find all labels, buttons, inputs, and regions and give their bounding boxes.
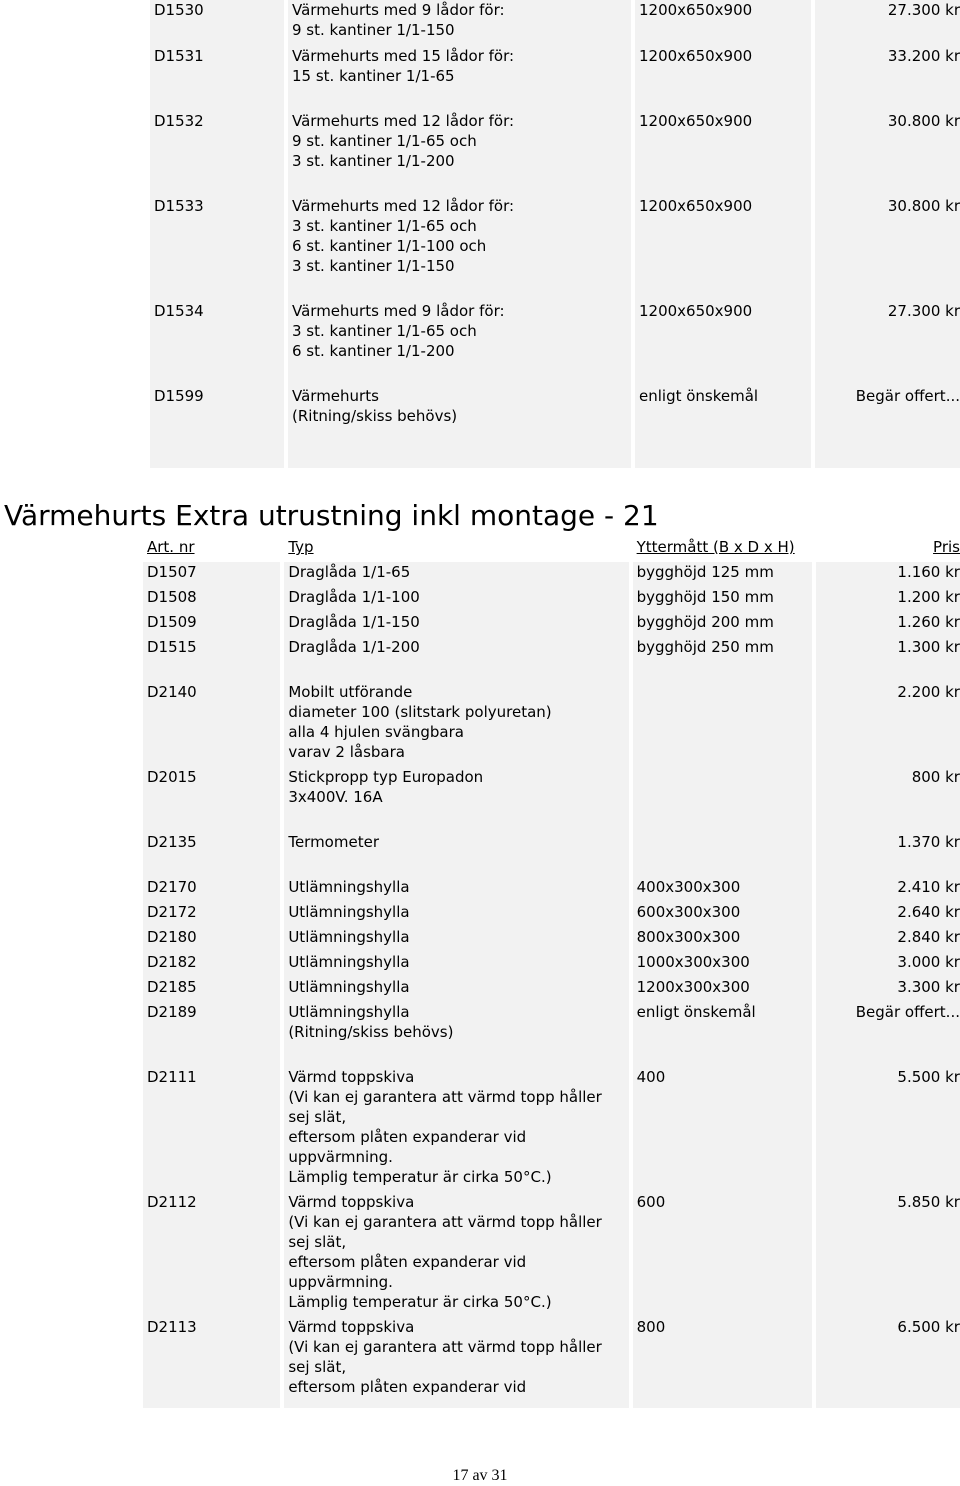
table-row: [143, 902, 960, 927]
article-number: D1508: [143, 587, 280, 612]
dimensions: [633, 682, 812, 767]
description: Stickpropp typ Europadon 3x400V. 16A: [284, 767, 628, 832]
description: Värmd toppskiva (Vi kan ej garantera att värmd topp håller sej slät, eftersom plåten expanderar vid uppvärmning. Lämplig temperatur är cirka 50°C.): [284, 1067, 628, 1192]
description: Värmehurts med 12 lådor för: 3 st. kantiner 1/1-65 och 6 st. kantiner 1/1-100 och 3 st. kantiner 1/1-150: [288, 196, 631, 301]
article-number: D1533: [150, 196, 284, 301]
dimensions: bygghöjd 150 mm: [633, 587, 812, 612]
description: Mobilt utförande diameter 100 (slitstark polyuretan) alla 4 hjulen svängbara varav 2 låsbara: [284, 682, 628, 767]
description: Utlämningshylla: [284, 977, 628, 1002]
description: Draglåda 1/1-100: [284, 587, 628, 612]
table-row: [143, 682, 960, 767]
description: Termometer: [284, 832, 628, 877]
article-number: D2113: [143, 1317, 280, 1408]
dimensions: bygghöjd 125 mm: [633, 562, 812, 587]
price: 1.260 kr: [816, 612, 960, 637]
dimensions: [633, 767, 812, 832]
table-row: [150, 0, 960, 46]
price: 5.850 kr: [816, 1192, 960, 1317]
dimensions: 1200x650x900: [635, 196, 811, 301]
article-number: D2015: [143, 767, 280, 832]
price: 33.200 kr: [815, 46, 960, 111]
price: 30.800 kr: [815, 196, 960, 301]
article-number: D2185: [143, 977, 280, 1002]
price: 800 kr: [816, 767, 960, 832]
table-row: [143, 832, 960, 877]
table-row: [143, 587, 960, 612]
table-row: [143, 562, 960, 587]
description: Värmehurts med 9 lådor för: 9 st. kantiner 1/1-150: [288, 0, 631, 46]
dimensions: 1200x650x900: [635, 46, 811, 111]
price: Begär offert...: [816, 1002, 960, 1067]
table-row: [143, 1192, 960, 1317]
table-row: [150, 386, 960, 468]
price: Begär offert...: [815, 386, 960, 468]
header-dimensions: Yttermått (B x D x H): [636, 538, 795, 556]
description: Värmehurts med 12 lådor för: 9 st. kantiner 1/1-65 och 3 st. kantiner 1/1-200: [288, 111, 631, 196]
dimensions: 1200x650x900: [635, 301, 811, 386]
article-number: D1531: [150, 46, 284, 111]
top-price-table: [150, 0, 960, 468]
article-number: D2180: [143, 927, 280, 952]
table-row: [143, 612, 960, 637]
description: Värmehurts med 9 lådor för: 3 st. kantiner 1/1-65 och 6 st. kantiner 1/1-200: [288, 301, 631, 386]
description: Utlämningshylla: [284, 927, 628, 952]
dimensions: 1200x300x300: [633, 977, 812, 1002]
price: 3.300 kr: [816, 977, 960, 1002]
description: Värmehurts (Ritning/skiss behövs): [288, 386, 631, 468]
article-number: D2172: [143, 902, 280, 927]
description: Draglåda 1/1-150: [284, 612, 628, 637]
price: 1.160 kr: [816, 562, 960, 587]
price: 1.370 kr: [816, 832, 960, 877]
price: 5.500 kr: [816, 1067, 960, 1192]
article-number: D1507: [143, 562, 280, 587]
table-header-row: [143, 537, 960, 562]
table-row: [143, 952, 960, 977]
dimensions: 800: [633, 1317, 812, 1408]
price: 27.300 kr: [815, 0, 960, 46]
description: Utlämningshylla: [284, 902, 628, 927]
price: 30.800 kr: [815, 111, 960, 196]
header-price: Pris: [933, 538, 960, 556]
price: 1.300 kr: [816, 637, 960, 682]
description: Värmd toppskiva (Vi kan ej garantera att värmd topp håller sej slät, eftersom plåten expanderar vid uppvärmning. Lämplig temperatur är cirka 50°C.): [284, 1192, 628, 1317]
price: 1.200 kr: [816, 587, 960, 612]
price: 3.000 kr: [816, 952, 960, 977]
price: 2.200 kr: [816, 682, 960, 767]
page-number: 17 av 31: [452, 1467, 508, 1484]
article-number: D2135: [143, 832, 280, 877]
description: Utlämningshylla: [284, 877, 628, 902]
table-row: [150, 196, 960, 301]
article-number: D1599: [150, 386, 284, 468]
dimensions: enligt önskemål: [633, 1002, 812, 1067]
description: Värmehurts med 15 lådor för: 15 st. kantiner 1/1-65: [288, 46, 631, 111]
description: Draglåda 1/1-200: [284, 637, 628, 682]
price: 2.410 kr: [816, 877, 960, 902]
price: 2.640 kr: [816, 902, 960, 927]
article-number: D2112: [143, 1192, 280, 1317]
article-number: D1530: [150, 0, 284, 46]
dimensions: 600: [633, 1192, 812, 1317]
article-number: D1532: [150, 111, 284, 196]
table-row: [150, 301, 960, 386]
article-number: D2170: [143, 877, 280, 902]
description: Värmd toppskiva (Vi kan ej garantera att värmd topp håller sej slät, eftersom plåten expanderar vid: [284, 1317, 628, 1408]
table-row: [143, 1317, 960, 1408]
article-number: D1534: [150, 301, 284, 386]
article-number: D2189: [143, 1002, 280, 1067]
table-row: [143, 977, 960, 1002]
table-row: [143, 1002, 960, 1067]
description: Utlämningshylla (Ritning/skiss behövs): [284, 1002, 628, 1067]
dimensions: 400: [633, 1067, 812, 1192]
price: 2.840 kr: [816, 927, 960, 952]
header-article-number: Art. nr: [147, 538, 195, 556]
dimensions: enligt önskemål: [635, 386, 811, 468]
dimensions: 400x300x300: [633, 877, 812, 902]
article-number: D2140: [143, 682, 280, 767]
dimensions: 1200x650x900: [635, 0, 811, 46]
description: Utlämningshylla: [284, 952, 628, 977]
dimensions: bygghöjd 200 mm: [633, 612, 812, 637]
table-row: [150, 46, 960, 111]
table-row: [143, 767, 960, 832]
article-number: D2182: [143, 952, 280, 977]
table-row: [150, 111, 960, 196]
description: Draglåda 1/1-65: [284, 562, 628, 587]
price: 27.300 kr: [815, 301, 960, 386]
header-type: Typ: [288, 538, 314, 556]
dimensions: 1200x650x900: [635, 111, 811, 196]
extra-equipment-table: [143, 537, 960, 1408]
article-number: D1515: [143, 637, 280, 682]
price: 6.500 kr: [816, 1317, 960, 1408]
section-title: Värmehurts Extra utrustning inkl montage - 21: [4, 499, 659, 532]
table-row: [143, 1067, 960, 1192]
dimensions: 800x300x300: [633, 927, 812, 952]
dimensions: 600x300x300: [633, 902, 812, 927]
table-row: [143, 877, 960, 902]
table-row: [143, 927, 960, 952]
article-number: D2111: [143, 1067, 280, 1192]
article-number: D1509: [143, 612, 280, 637]
dimensions: 1000x300x300: [633, 952, 812, 977]
dimensions: bygghöjd 250 mm: [633, 637, 812, 682]
table-row: [143, 637, 960, 682]
dimensions: [633, 832, 812, 877]
